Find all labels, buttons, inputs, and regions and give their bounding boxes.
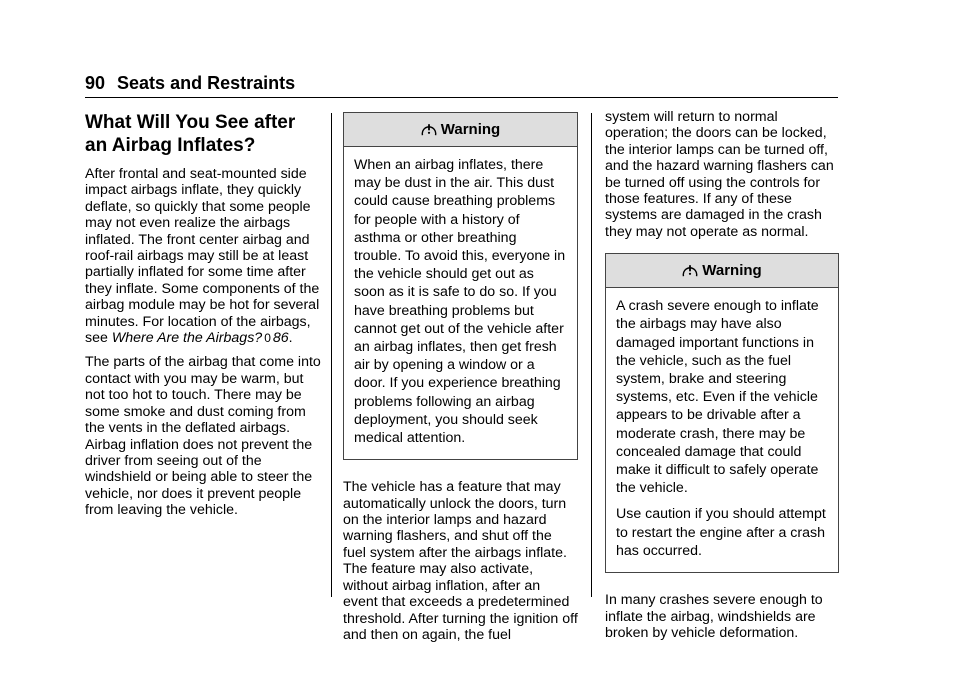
paragraph-airbag-deflate	[85, 166, 321, 346]
page-header	[85, 72, 295, 94]
page-number: 90	[85, 73, 106, 93]
warning-body	[344, 147, 577, 459]
paragraph-system-return: system will return to normal operation; the doors can be locked, the interior lamps can be turned off, and the hazard warning flashers can be turned off using the controls for those features. If any of these systems are damaged in the crash they may not operate as normal.	[605, 109, 834, 240]
section-title: Seats and Restraints	[117, 73, 296, 93]
paragraph-text: After frontal and seat-mounted side impact airbags inflate, they quickly deflate, so quickly that some people may not even realize the airbags inflated. The front center airbag and roof-rail airbags may still be at least partially inflated for some time after they inflate. Some components of the airbag module may be hot for several minutes. For location of the airbags, see	[85, 166, 320, 347]
warning-box-dust	[343, 112, 578, 460]
warning-text: When an airbag inflates, there may be dust in the air. This dust could cause breathing problems for people with a history of asthma or other breathing trouble. To avoid this, everyone in the vehicle should get out as soon as it is safe to do so. If you have breathing problems but cannot get out of the vehicle after an airbag inflates, then get fresh air by opening a window or a door. If you experience breathing problems following an airbag deployment, you should seek medical attention.	[354, 157, 566, 447]
header-divider	[85, 97, 838, 98]
warning-box-crash	[605, 253, 839, 573]
column-middle	[343, 112, 578, 651]
column-left	[85, 111, 321, 527]
page-ref-arrow-icon: 0	[264, 331, 271, 346]
paragraph-airbag-warm: The parts of the airbag that come into contact with you may be warm, but not too hot to touch. There may be some smoke and dust coming from the vents in the deflated airbags. Airbag inflation does not prevent the driver from seeing out of the windshield or being able to steer the vehicle, nor does it prevent people from leaving the vehicle.	[85, 354, 321, 519]
column-right	[605, 109, 839, 649]
paragraph-end: .	[288, 330, 293, 347]
warning-body	[606, 288, 838, 572]
section-heading-line1: What Will You See after	[85, 112, 296, 133]
warning-icon	[682, 261, 698, 277]
warning-text-damage: A crash severe enough to inflate the airbags may have also damaged important functions in the vehicle, such as the fuel system, brake and steering systems, etc. Even if the vehicle appears to be drivable after a moderate crash, there may be concealed damage that could make it difficult to safely operate the vehicle.	[616, 298, 819, 497]
warning-icon	[421, 120, 437, 136]
column-divider-right	[591, 113, 592, 597]
warning-text-caution: Use caution if you should attempt to restart the engine after a crash has occurred.	[616, 506, 826, 559]
warning-title: Warning	[440, 121, 501, 138]
warning-header	[606, 254, 838, 288]
warning-title: Warning	[702, 262, 762, 280]
section-heading-line2: an Airbag Inflates?	[85, 135, 256, 156]
paragraph-windshields: In many crashes severe enough to inflate the airbag, windshields are broken by vehicle deformation.	[605, 592, 823, 641]
paragraph-vehicle-feature: The vehicle has a feature that may automatically unlock the doors, turn on the interior lamps and hazard warning flashers, and shut off the fuel system after the airbags inflate. The feature may also activate, without airbag inflation, after an event that exceeds a predetermined threshold. After turning the ignition off and then on again, the fuel	[343, 479, 578, 643]
warning-header	[344, 113, 577, 147]
cross-reference-link[interactable]: Where Are the Airbags?	[111, 330, 263, 347]
column-divider-left	[331, 113, 332, 597]
cross-reference-page[interactable]: 86	[272, 330, 289, 347]
section-heading	[85, 111, 321, 157]
